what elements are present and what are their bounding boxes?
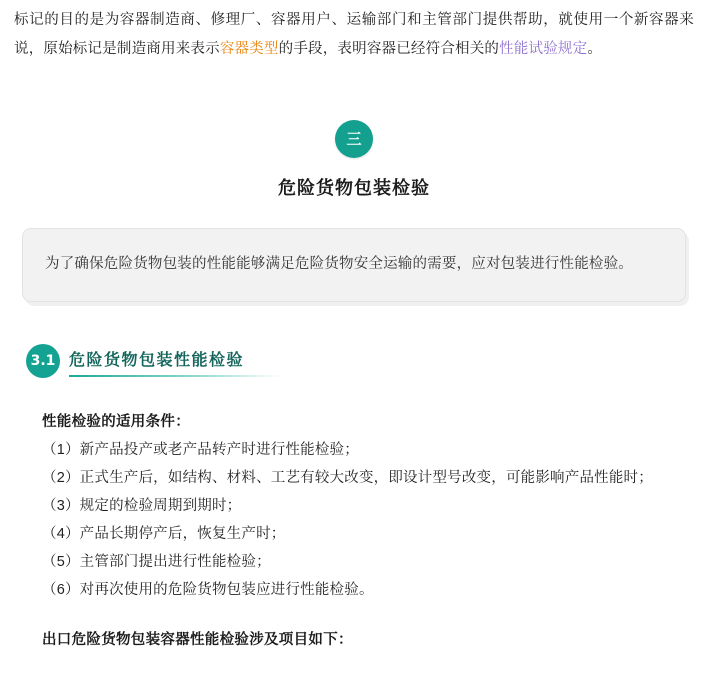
list-item: （6）对再次使用的危险货物包装应进行性能检验。 [42, 582, 374, 598]
body-heading-export-items: 出口危险货物包装容器性能检验涉及项目如下： [42, 632, 353, 648]
section-body [42, 408, 682, 654]
callout-text: 为了确保危险货物包装的性能能够满足危险货物安全运输的需要，应对包装进行性能检验。 [45, 256, 633, 272]
section-title: 危险货物包装性能检验 [69, 350, 245, 369]
chapter-number-circle-icon [335, 120, 373, 158]
document-page [0, 6, 708, 698]
intro-text-part-3: 。 [587, 41, 603, 57]
chapter-header [14, 120, 694, 200]
list-item: （1）新产品投产或老产品转产时进行性能检验； [42, 442, 359, 458]
list-item: （4）产品长期停产后，恢复生产时； [42, 526, 286, 542]
intro-paragraph [14, 6, 694, 64]
body-heading-conditions: 性能检验的适用条件： [42, 414, 190, 430]
intro-highlight-orange: 容器类型 [219, 41, 279, 57]
section-heading [26, 344, 694, 378]
callout-box [22, 228, 686, 302]
chapter-title: 危险货物包装检验 [278, 178, 430, 198]
list-item: （3）规定的检验周期到期时； [42, 498, 242, 514]
intro-text-part-2: 的手段，表明容器已经符合相关的 [278, 41, 500, 57]
list-item: （5）主管部门提出进行性能检验； [42, 554, 271, 570]
list-item: （2）正式生产后，如结构、材料、工艺有较大改变，即设计型号改变，可能影响产品性能时； [42, 470, 653, 486]
intro-highlight-purple: 性能试验规定 [499, 41, 588, 57]
section-underline-divider [69, 375, 281, 377]
section-number-badge: 3.1 [26, 344, 60, 378]
intro-text-part-1: 标记的目的是为容器制造商、修理厂、容器用户、运输部门和主管部门提供帮助，就使用一个新容器来说，原始标记是制造商用来表示 [14, 12, 694, 57]
section-title-wrap [69, 347, 281, 378]
chapter-badge-label: 三 [346, 130, 362, 148]
